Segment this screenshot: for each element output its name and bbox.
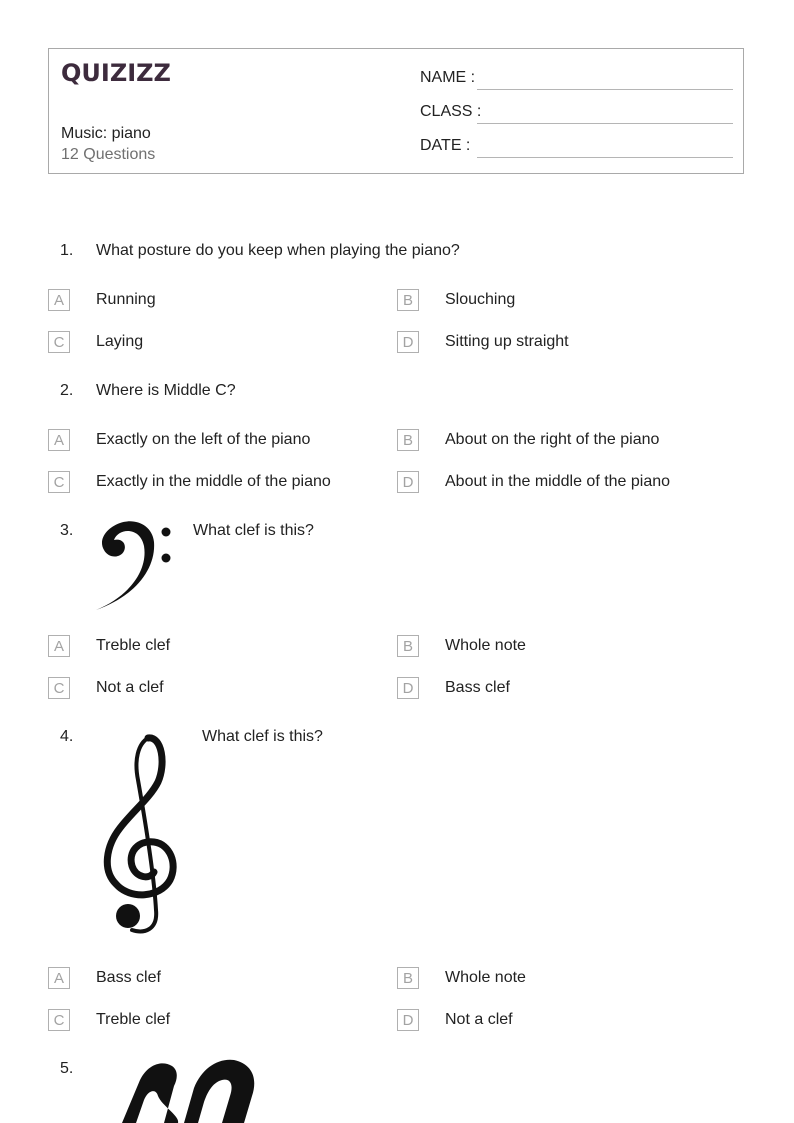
option-b-text: About on the right of the piano <box>445 431 660 448</box>
option-c-box[interactable]: C <box>48 677 70 699</box>
option-a-box[interactable]: A <box>48 635 70 657</box>
option-a-text: Bass clef <box>96 969 161 986</box>
question-number: 4. <box>60 728 74 745</box>
option-a-text: Running <box>96 291 156 308</box>
option-d-text: Not a clef <box>445 1011 513 1028</box>
option-a-text: Exactly on the left of the piano <box>96 431 311 448</box>
option-c-box[interactable]: C <box>48 1009 70 1031</box>
date-label: DATE : <box>420 137 471 154</box>
date-field[interactable] <box>477 157 733 158</box>
option-d-text: Sitting up straight <box>445 333 569 350</box>
option-c-text: Not a clef <box>96 679 164 696</box>
option-a-box[interactable]: A <box>48 967 70 989</box>
question-number: 1. <box>60 242 74 259</box>
option-b-box[interactable]: B <box>397 289 419 311</box>
option-d-text: About in the middle of the piano <box>445 473 671 490</box>
option-b-text: Whole note <box>445 969 526 986</box>
option-a-box[interactable]: A <box>48 289 70 311</box>
option-c-box[interactable]: C <box>48 331 70 353</box>
question-text: What clef is this? <box>193 522 314 539</box>
class-field[interactable] <box>477 123 733 124</box>
option-a-text: Treble clef <box>96 637 171 654</box>
option-b-box[interactable]: B <box>397 429 419 451</box>
svg-text:QUIZIZZ: QUIZIZZ <box>61 59 171 87</box>
option-c-text: Treble clef <box>96 1011 171 1028</box>
option-d-box[interactable]: D <box>397 331 419 353</box>
option-b-text: Whole note <box>445 637 526 654</box>
option-c-box[interactable]: C <box>48 471 70 493</box>
bass-clef-icon <box>94 516 178 614</box>
option-d-box[interactable]: D <box>397 1009 419 1031</box>
name-field[interactable] <box>477 89 733 90</box>
question-text: Where is Middle C? <box>96 382 236 399</box>
class-label: CLASS : <box>420 103 482 120</box>
option-d-box[interactable]: D <box>397 677 419 699</box>
question-number: 5. <box>60 1060 74 1077</box>
option-c-text: Exactly in the middle of the piano <box>96 473 331 490</box>
quizizz-logo <box>61 59 171 87</box>
question-number: 3. <box>60 522 74 539</box>
worksheet-header <box>48 48 744 174</box>
treble-clef-icon <box>98 734 182 936</box>
option-c-text: Laying <box>96 333 144 350</box>
option-d-text: Bass clef <box>445 679 510 696</box>
mezzo-dynamic-icon <box>118 1056 260 1123</box>
question-text: What posture do you keep when playing the piano? <box>96 242 460 259</box>
option-b-box[interactable]: B <box>397 635 419 657</box>
option-b-box[interactable]: B <box>397 967 419 989</box>
name-label: NAME : <box>420 69 476 86</box>
question-text: What clef is this? <box>202 728 323 745</box>
question-count: 12 Questions <box>61 146 156 163</box>
worksheet-title: Music: piano <box>61 125 151 142</box>
option-d-box[interactable]: D <box>397 471 419 493</box>
question-number: 2. <box>60 382 74 399</box>
option-a-box[interactable]: A <box>48 429 70 451</box>
option-b-text: Slouching <box>445 291 516 308</box>
